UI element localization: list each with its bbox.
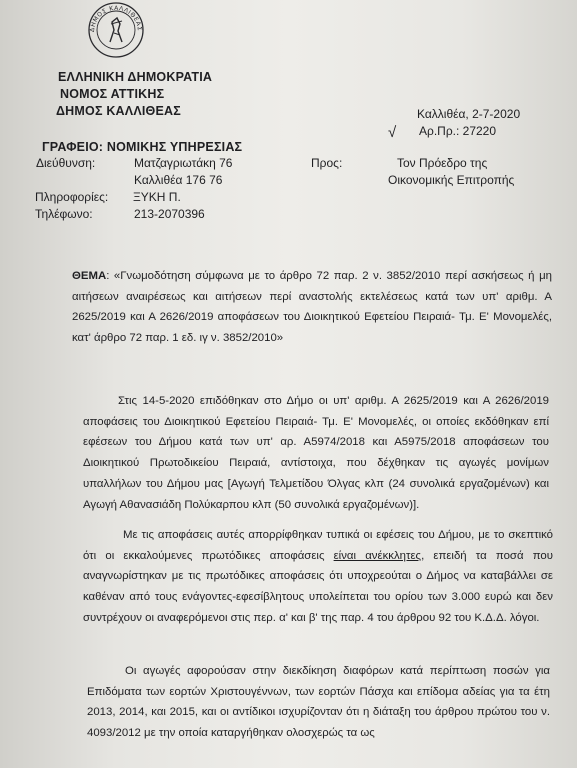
subject-text: : «Γνωμοδότηση σύμφωνα με το άρθρο 72 παρ. 2 ν. 3852/2010 περί ασκήσεως ή μη αιτήσεων αναιρέσεως και αιτήσεων περί αναστολής εκτελέσεως κατά των υπ' αριθμ. Α 2625/2019 και Α 2626/2019 αποφάσεων του Διοικητικού Εφετείου Πειραιά- Τμ. Ε' Μονομελές, κατ' άρθρο 72 παρ. 1 εδ. ιγ ν. 3852/2010» [72, 270, 552, 345]
municipal-seal [84, 0, 148, 60]
phone-label: Τηλέφωνο: [35, 207, 93, 221]
recipient-line-2: Οικονομικής Επιτροπής [388, 173, 515, 187]
body-paragraph-1 [83, 391, 549, 515]
phone-value: 213-2070396 [134, 207, 205, 221]
body-paragraph-3 [87, 661, 550, 744]
recipient-line-1: Τον Πρόεδρο της [397, 156, 488, 170]
prefecture-heading: ΝΟΜΟΣ ΑΤΤΙΚΗΣ [60, 87, 165, 101]
info-value: ΞΥΚΗ Π. [133, 190, 181, 204]
office-heading: ΓΡΑΦΕΙΟ: ΝΟΜΙΚΗΣ ΥΠΗΡΕΣΙΑΣ [42, 140, 243, 154]
paragraph-2-underlined: είναι ανέκκλητες [333, 549, 422, 562]
paragraph-2-text-end: , επειδή τα ποσά που αναγνωρίστηκαν με τις πρωτόδικες αποφάσεις ότι υποχρεούται ο Δήμος να καταβάλλει σε καθέναν από τους ενάγοντες-εφεσίβλητους υπολείπεται του ορίου των 3.000 ευρώ και δεν συντρέχουν οι αναφερόμενοι στις περ. α' και β' της παρ. 4 του άρθρου 92 του Κ.Δ.Δ. λόγοι. [83, 549, 553, 624]
address-line-1: Ματζαγριωτάκη 76 [134, 156, 233, 170]
paragraph-3-text: Οι αγωγές αφορούσαν στην διεκδίκηση διαφόρων κατά περίπτωση ποσών για Επιδόματα των εορτών Χριστουγέννων, των εορτών Πάσχα και επίδομα αδείας για τα έτη 2013, 2014, και 2015, και οι αντίδικοι ισχυρίζονταν ότι η διάταξη του άρθρου πρώτου του ν. 4093/2012 με την οποία καταργήθηκαν ολοσχερώς τα ως [87, 665, 550, 740]
address-label: Διεύθυνση: [36, 156, 96, 170]
place-date: Καλλιθέα, 2-7-2020 [417, 107, 521, 121]
check-mark: √ [388, 124, 397, 141]
seal-text: ΔΗΜΟΣ ΚΑΛΛΙΘΕΑΣ [88, 4, 144, 33]
protocol-number: Αρ.Πρ.: 27220 [419, 124, 497, 138]
municipality-heading: ΔΗΜΟΣ ΚΑΛΛΙΘΕΑΣ [56, 104, 181, 118]
paragraph-2-text-start: Με τις αποφάσεις αυτές απορρίφθηκαν τυπικά οι εφέσεις του Δήμου, με το σκεπτικό ότι οι εκκαλούμενες πρωτόδικες αποφάσεις [83, 529, 553, 562]
info-label: Πληροφορίες: [35, 190, 109, 204]
body-paragraph-2 [83, 525, 553, 629]
paragraph-1-text: Στις 14-5-2020 επιδόθηκαν στο Δήμο οι υπ' αριθμ. Α 2625/2019 και Α 2626/2019 αποφάσεις του Διοικητικού Εφετείου Πειραιά- Τμ. Ε' Μονομελές, οι οποίες εκδόθηκαν επί εφέσεων του Δήμου κατά των υπ' αρ. Α5974/2018 και Α5975/2018 αποφάσεων του Διοικητικού Πρωτοδικείου Πειραιά, αντίστοιχα, που δέχθηκαν τις αγωγές μονίμων υπαλλήλων του Δήμου μας [Αγωγή Τελμετίδου Όλγας κλπ (24 συνολικά εργαζομένων) και Αγωγή Αθανασιάδη Πολύκαρπου κλπ (50 συνολικά εργαζομένων)]. [83, 395, 549, 511]
recipient-label: Προς: [311, 156, 343, 170]
address-line-2: Καλλιθέα 176 76 [134, 173, 223, 187]
subject-label: ΘΕΜΑ [72, 270, 107, 282]
subject-block [72, 266, 552, 349]
country-heading: ΕΛΛΗΝΙΚΗ ΔΗΜΟΚΡΑΤΙΑ [58, 70, 213, 84]
